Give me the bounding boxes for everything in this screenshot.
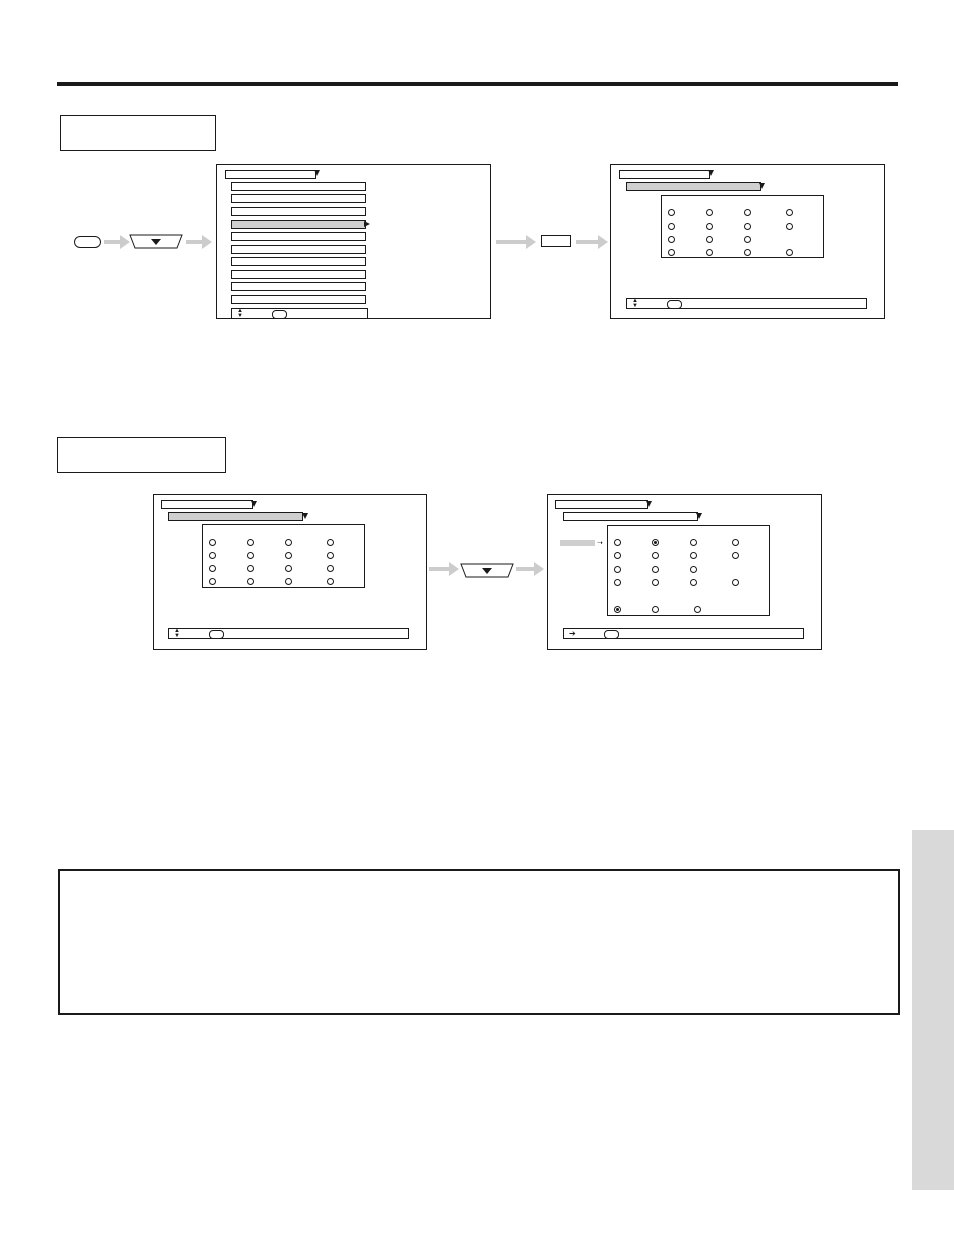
- radio-option[interactable]: [706, 223, 713, 230]
- radio-option[interactable]: [614, 539, 621, 546]
- flow-arrow: [186, 235, 212, 249]
- radio-option[interactable]: [732, 579, 739, 586]
- radio-option[interactable]: [706, 209, 713, 216]
- menu-title-bar: [161, 500, 253, 509]
- dropdown-triangle-icon: [302, 513, 308, 519]
- radio-option[interactable]: [327, 539, 334, 546]
- leftright-icon: ➔: [569, 629, 576, 638]
- menu-button[interactable]: [74, 236, 101, 248]
- menu-item[interactable]: [231, 207, 366, 216]
- radio-option[interactable]: [614, 579, 621, 586]
- radio-option[interactable]: [247, 565, 254, 572]
- radio-option[interactable]: [209, 539, 216, 546]
- submenu-title-bar: [563, 512, 698, 521]
- radio-option[interactable]: [327, 578, 334, 585]
- radio-option[interactable]: [786, 249, 793, 256]
- radio-option[interactable]: [744, 249, 751, 256]
- dropdown-triangle-icon: [759, 183, 765, 189]
- select-button-icon: [209, 630, 224, 639]
- flow-arrow: [576, 235, 608, 249]
- down-button[interactable]: [460, 563, 514, 578]
- radio-option-selected[interactable]: [652, 539, 659, 546]
- radio-option[interactable]: [744, 209, 751, 216]
- radio-option[interactable]: [732, 552, 739, 559]
- radio-option[interactable]: [744, 236, 751, 243]
- menu-item[interactable]: [231, 245, 366, 254]
- radio-option[interactable]: [690, 566, 697, 573]
- menu-item[interactable]: [231, 182, 366, 191]
- select-button-icon: [667, 300, 682, 309]
- pointer-arrow-icon: ➝: [597, 540, 603, 547]
- flow-arrow: [104, 235, 130, 249]
- section1-title-box: [60, 115, 216, 151]
- menu-item[interactable]: [231, 295, 366, 304]
- dropdown-triangle-icon: [708, 170, 714, 176]
- radio-option[interactable]: [247, 552, 254, 559]
- menu-item-selected[interactable]: [231, 220, 366, 229]
- status-bar: [626, 298, 867, 309]
- radio-option[interactable]: [690, 579, 697, 586]
- screen-menu-list: [216, 164, 491, 319]
- radio-option[interactable]: [327, 565, 334, 572]
- radio-option[interactable]: [209, 552, 216, 559]
- flow-arrow: [429, 562, 459, 576]
- select-button-icon: [604, 630, 619, 639]
- status-bar: [231, 308, 368, 319]
- radio-option[interactable]: [668, 223, 675, 230]
- dropdown-triangle-icon: [314, 170, 320, 176]
- current-row-highlight: [560, 540, 595, 546]
- menu-item[interactable]: [231, 194, 366, 203]
- dropdown-triangle-icon: [251, 501, 257, 507]
- updown-icon: ▲ ▼: [237, 308, 243, 319]
- flow-arrow: [516, 562, 544, 576]
- radio-option-selected[interactable]: [614, 606, 621, 613]
- flow-arrow: [496, 235, 536, 249]
- radio-option[interactable]: [285, 565, 292, 572]
- radio-option[interactable]: [786, 209, 793, 216]
- select-button[interactable]: [541, 235, 571, 247]
- side-tab: [912, 830, 954, 1190]
- menu-title-bar: [555, 500, 648, 509]
- submenu-title-bar: [626, 182, 761, 191]
- header-rule: [57, 82, 898, 86]
- radio-option[interactable]: [285, 539, 292, 546]
- radio-option[interactable]: [694, 606, 701, 613]
- radio-option[interactable]: [732, 539, 739, 546]
- status-bar: [563, 628, 804, 639]
- radio-option[interactable]: [614, 566, 621, 573]
- radio-option[interactable]: [209, 565, 216, 572]
- select-button-icon: [272, 310, 287, 319]
- option-panel: [661, 195, 824, 258]
- radio-option[interactable]: [285, 578, 292, 585]
- radio-option[interactable]: [209, 578, 216, 585]
- menu-item[interactable]: [231, 257, 366, 266]
- updown-icon: ▲ ▼: [632, 298, 638, 309]
- option-panel: [202, 524, 365, 588]
- dropdown-triangle-icon: [696, 513, 702, 519]
- updown-icon: ▲ ▼: [174, 628, 180, 639]
- note-box: [58, 869, 900, 1015]
- menu-title-bar: [619, 170, 710, 179]
- radio-option[interactable]: [668, 209, 675, 216]
- radio-option[interactable]: [247, 539, 254, 546]
- radio-option[interactable]: [327, 552, 334, 559]
- menu-item[interactable]: [231, 232, 366, 241]
- radio-option[interactable]: [690, 539, 697, 546]
- radio-option[interactable]: [652, 566, 659, 573]
- menu-item[interactable]: [231, 270, 366, 279]
- radio-option[interactable]: [706, 236, 713, 243]
- radio-option[interactable]: [614, 552, 621, 559]
- radio-option[interactable]: [668, 236, 675, 243]
- radio-option[interactable]: [285, 552, 292, 559]
- screen-option-grid: [610, 164, 885, 319]
- radio-option[interactable]: [247, 578, 254, 585]
- radio-option[interactable]: [652, 606, 659, 613]
- submenu-title-bar: [168, 512, 303, 521]
- screen-option-grid-expanded: [547, 494, 822, 650]
- radio-option[interactable]: [652, 552, 659, 559]
- status-bar: [168, 628, 409, 639]
- screen-option-grid: [153, 494, 427, 650]
- dropdown-triangle-icon: [646, 501, 652, 507]
- radio-option[interactable]: [690, 552, 697, 559]
- radio-option[interactable]: [652, 579, 659, 586]
- radio-option[interactable]: [786, 223, 793, 230]
- submenu-arrow-icon: [364, 221, 370, 227]
- down-button[interactable]: [129, 234, 183, 249]
- menu-title-bar: [225, 170, 316, 179]
- radio-option[interactable]: [668, 249, 675, 256]
- option-panel: [607, 525, 770, 616]
- radio-option[interactable]: [744, 223, 751, 230]
- radio-option[interactable]: [706, 249, 713, 256]
- menu-item[interactable]: [231, 282, 366, 291]
- section2-title-box: [57, 437, 226, 473]
